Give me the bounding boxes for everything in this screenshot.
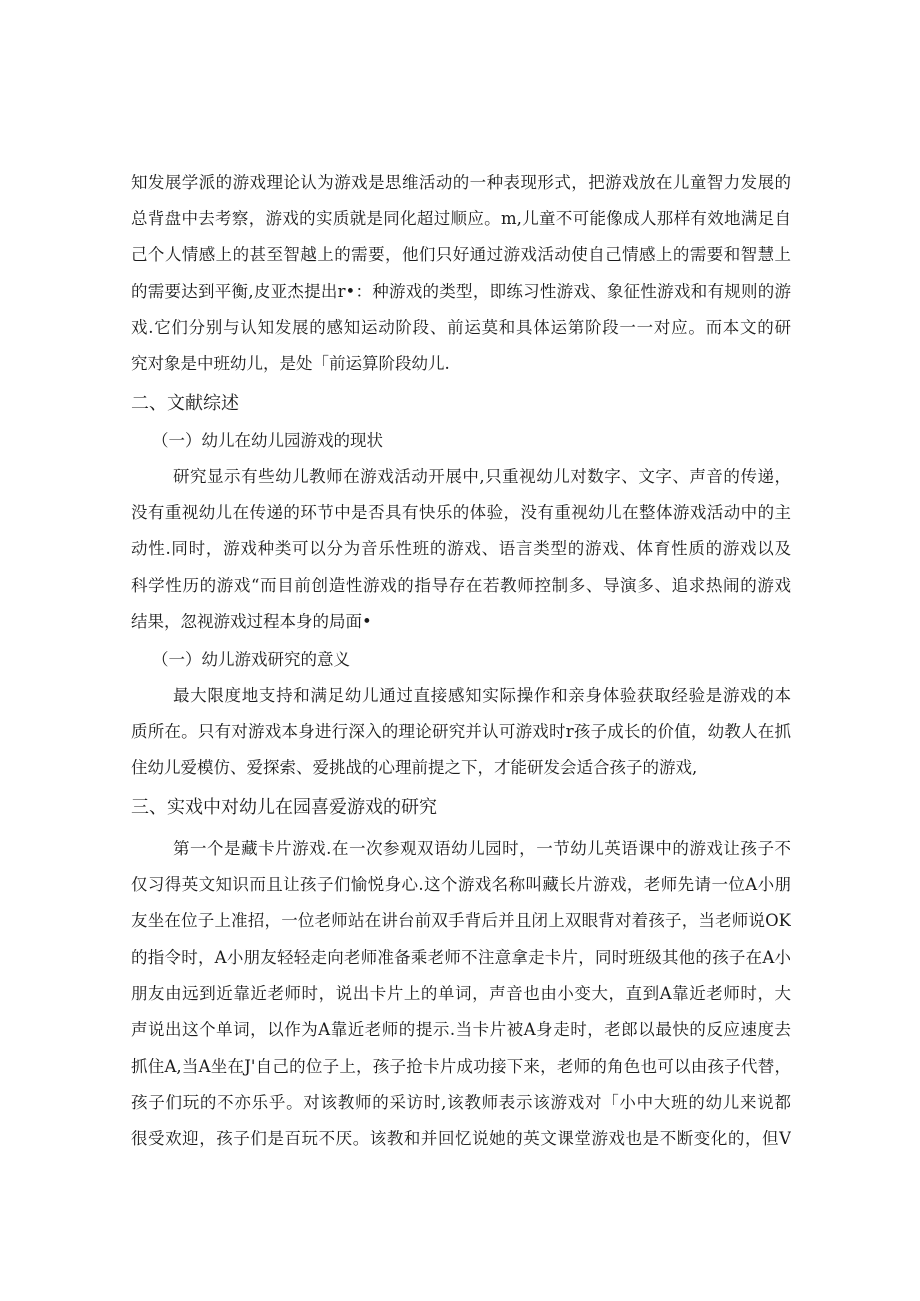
text-line: 戏.它们分别与认知发展的感知运动阶段、前运莫和具体运第阶段一一对应。而本文的研 (131, 318, 791, 337)
text-line: 的指令时，A小朋友轻轻走向老师准备乘老师不注意拿走卡片，同时班级其他的孩子在A小 (131, 948, 791, 967)
text-line: 结果，忽视游戏过程本身的局面• (131, 612, 372, 631)
text-line: 动性.同时，游戏种类可以分为音乐性班的游戏、语言类型的游戏、体育性质的游戏以及 (131, 539, 791, 558)
text-line: 没有重视幼儿在传递的环节中是否具有快乐的体验，没有重视幼儿在整体游戏活动中的主 (131, 503, 791, 522)
text-line: 孩子们玩的不亦乐乎。对该教师的采访时,该教师表示该游戏对「小中大班的幼儿来说都 (131, 1093, 791, 1112)
text-line: 朋友由远到近靠近老师时，说出卡片上的单词，声音也由小变大，直到A靠近老师时，大 (131, 984, 791, 1003)
subsection-heading: （一）幼儿游戏研究的意义 (152, 650, 350, 669)
text-line: 研究显示有些幼儿教师在游戏活动开展中,只重视幼儿对数字、文字、声音的传递， (173, 467, 791, 486)
text-line: 住幼儿爱模仿、爱探索、爱挑战的心理前提之下，才能研发会适合孩子的游戏, (131, 758, 698, 777)
text-line: 很受欢迎，孩子们是百玩不厌。该教和并回忆说她的英文课堂游戏也是不断变化的，但V (131, 1129, 791, 1148)
text-line: 第一个是藏卡片游戏.在一次参观双语幼儿园时，一节幼儿英语课中的游戏让孩子不 (173, 839, 791, 858)
section-heading: 三、实戏中对幼儿在园喜爱游戏的研究 (131, 797, 437, 818)
text-line: 总背盘中去考察，游戏的实质就是同化超过顺应。m,儿童不可能像成人那样有效地满足自 (131, 209, 791, 228)
text-line: 知发展学派的游戏理论认为游戏是思维活动的一种表现形式，把游戏放在儿童智力发展的 (131, 173, 791, 192)
text-line: 仅习得英文知识而且让孩子们愉悦身心.这个游戏名称叫藏长片游戏，老师先请一位A小朋 (131, 875, 791, 894)
text-line: 科学性历的游戏“而目前创造性游戏的指导存在若教师控制多、导演多、追求热闹的游戏 (131, 576, 791, 595)
section-heading: 二、文献综述 (131, 393, 239, 414)
text-line: 的需要达到平衡,皮亚杰提出r•：种游戏的类型，即练习性游戏、象征性游戏和有规则的游 (131, 282, 791, 301)
text-line: 究对象是中班幼儿，是处「前运算阶段幼儿. (131, 354, 450, 373)
text-line: 己个人情感上的甚至智越上的需要，他们只好通过游戏活动使自己情感上的需要和智慧上 (131, 245, 791, 264)
text-line: 声说出这个单词，以作为A靠近老师的提示.当卡片被A身走时，老郎以最快的反应速度去 (131, 1020, 791, 1039)
subsection-heading: （一）幼儿在幼儿园游戏的现状 (152, 431, 383, 450)
text-line: 友坐在位子上准招，一位老师站在讲台前双手背后并且闭上双眼背对着孩子，当老师说OK (131, 911, 791, 930)
text-line: 质所在。只有对游戏本身进行深入的理论研究并认可游戏时r孩子成长的价值，幼教人在抓 (131, 722, 791, 741)
text-line: 最大限度地支持和满足幼儿通过直接感知实际操作和亲身体验获取经验是游戏的本 (173, 686, 791, 705)
text-line: 抓住A,当A坐在J'自己的位子上，孩子抢卡片成功接下来，老师的角色也可以由孩子代替， (131, 1057, 791, 1076)
